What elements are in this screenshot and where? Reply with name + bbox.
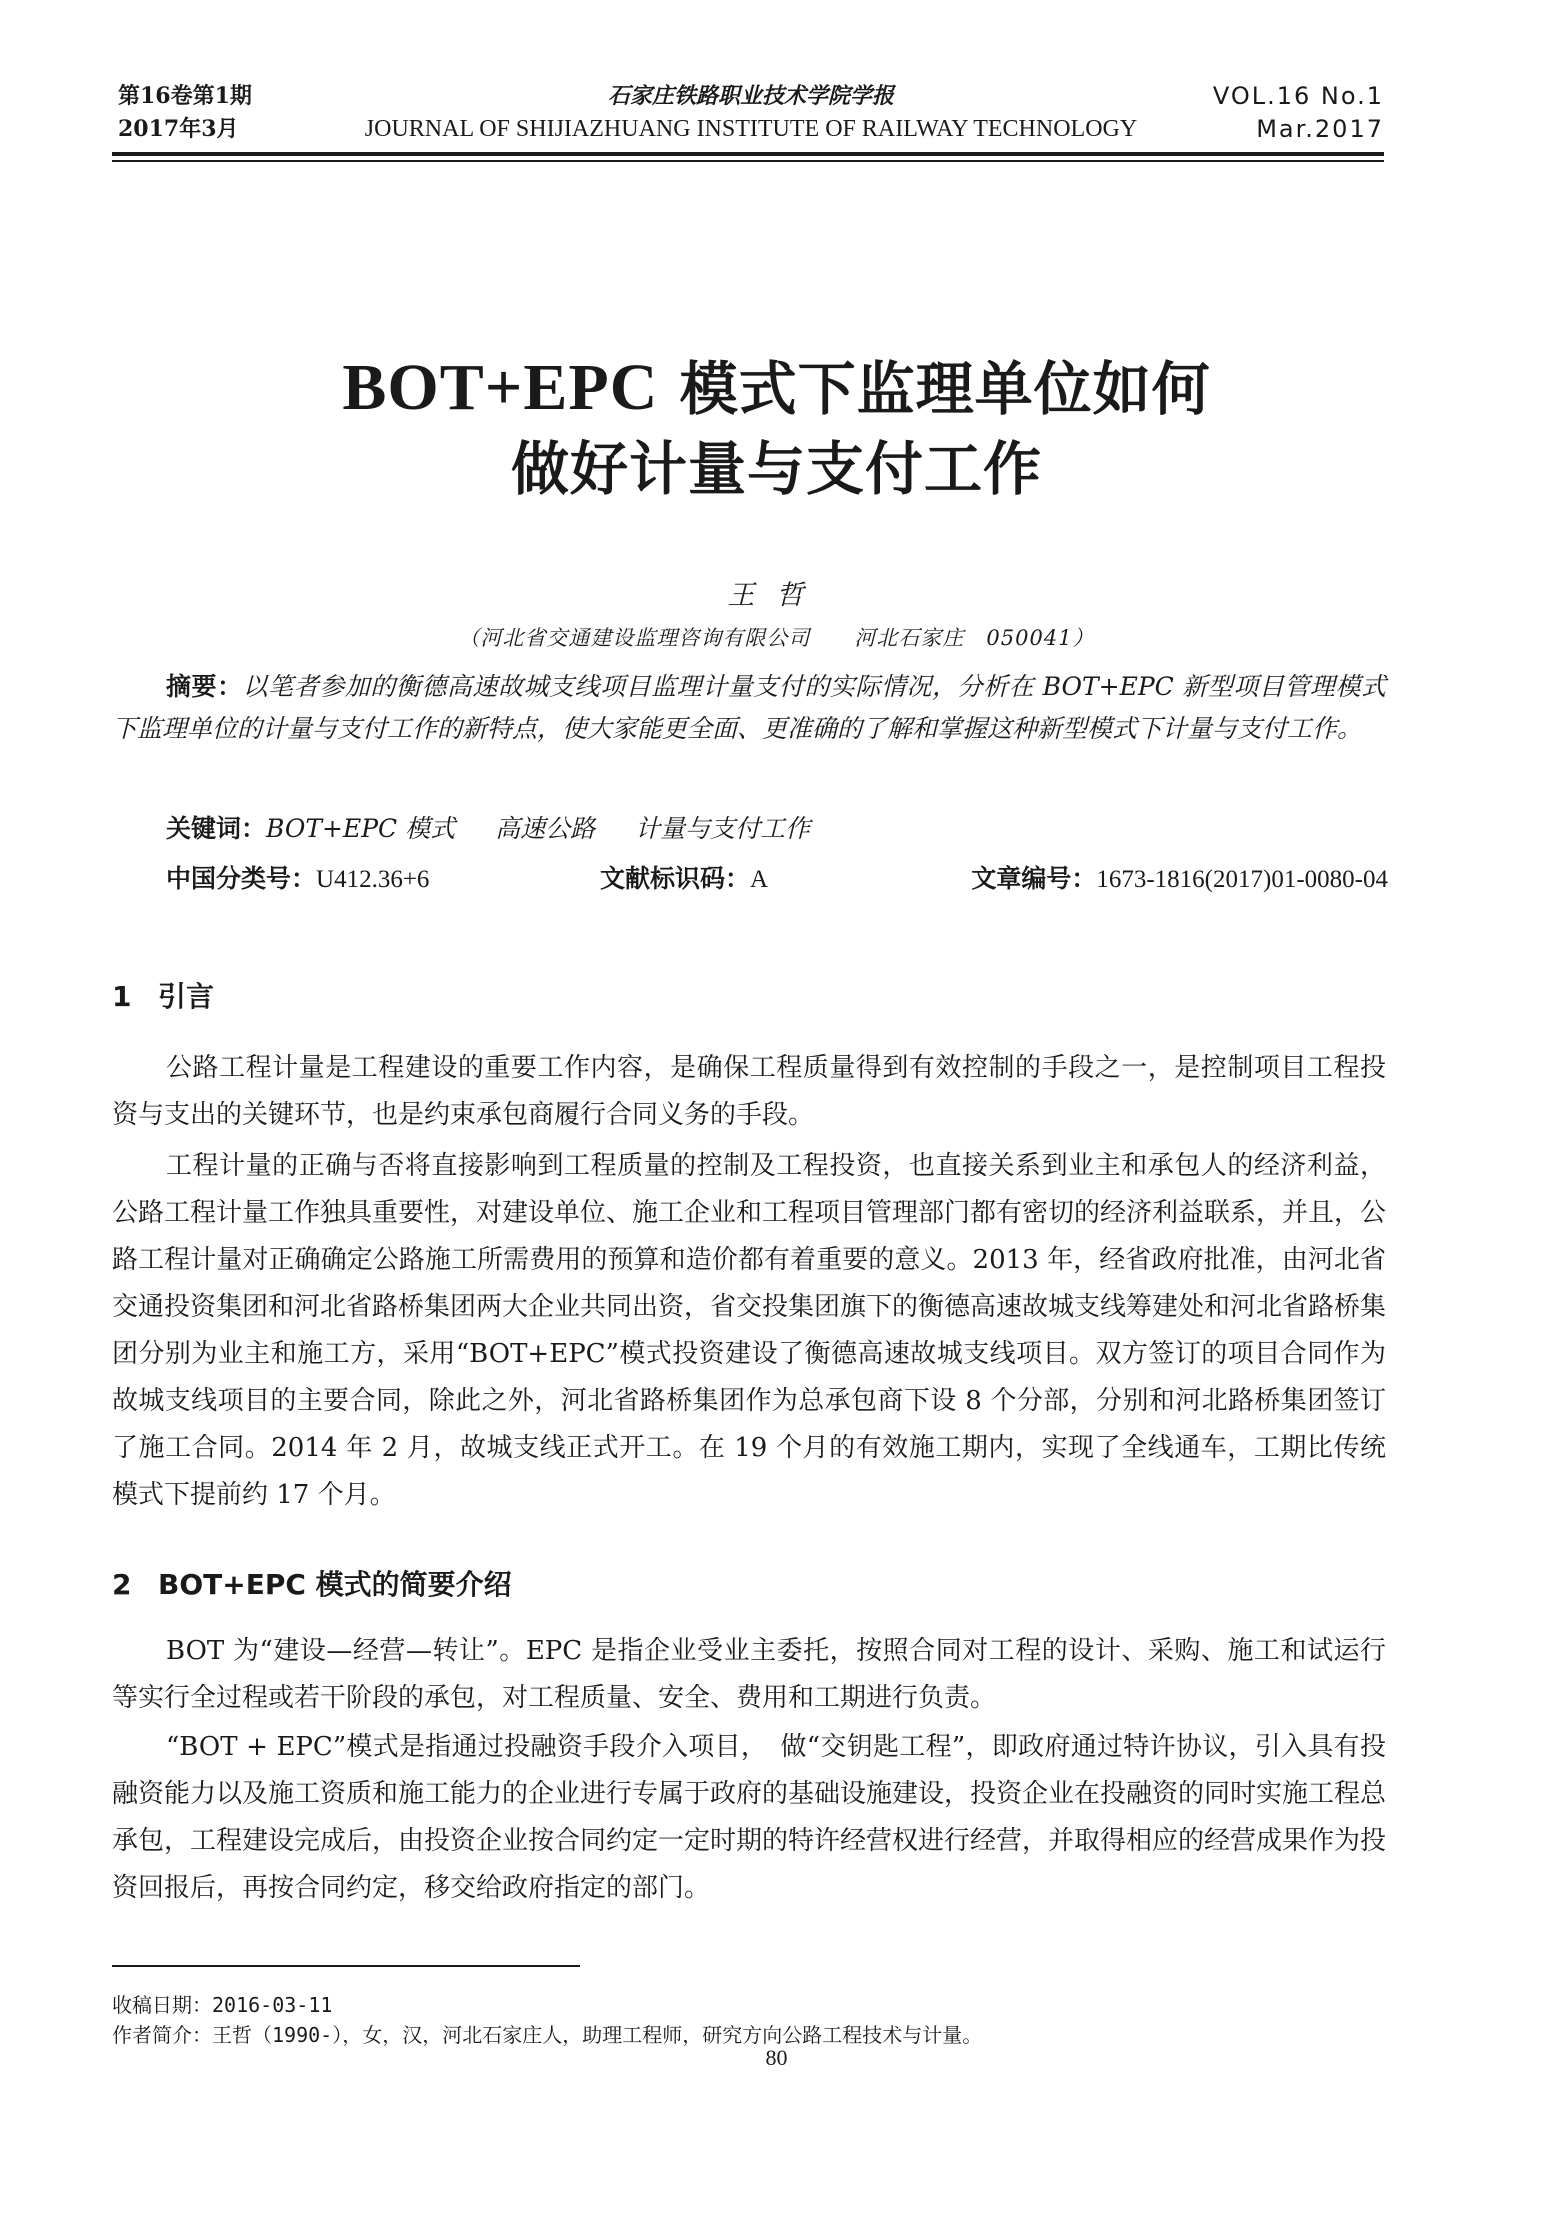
keyword-item: BOT+EPC 模式	[266, 814, 456, 843]
footnote-rule	[112, 1965, 580, 1967]
doc-code	[600, 858, 768, 901]
section-title: 引言	[158, 980, 215, 1013]
section-heading	[112, 1563, 512, 1603]
volume-en: VOL.16 No.1	[1212, 82, 1384, 110]
doc-value: A	[750, 866, 769, 893]
keywords-label: 关键词：	[166, 814, 267, 843]
footnote-received: 收稿日期：2016-03-11	[112, 1993, 333, 2017]
issue-info-cn	[118, 80, 252, 146]
journal-header	[118, 80, 1384, 150]
author-affiliation: （河北省交通建设监理咨询有限公司 河北石家庄 050041）	[458, 626, 1095, 650]
journal-name-cn: 石家庄铁路职业技术学院学报	[607, 83, 894, 109]
section-heading	[112, 975, 214, 1015]
date-cn: 2017年3月	[118, 116, 239, 142]
clc-label: 中国分类号：	[166, 864, 317, 893]
section-title: BOT+EPC 模式的简要介绍	[158, 1568, 512, 1601]
title-line-1	[0, 348, 1553, 429]
article-number	[971, 858, 1388, 901]
abstract-label: 摘要：	[166, 672, 243, 701]
article-number-label: 文章编号：	[971, 864, 1097, 893]
body-paragraph: BOT 为“建设—经营—转让”。EPC 是指企业受业主委托，按照合同对工程的设计、采购、施工和试运行等实行全过程或若干阶段的承包，对工程质量、安全、费用和工期进行负责。	[112, 1636, 1386, 1713]
journal-name	[338, 80, 1164, 146]
header-rule-thick	[112, 152, 1384, 156]
article-number-value: 1673-1816(2017)01-0080-04	[1096, 866, 1388, 893]
page-number: 80	[765, 2045, 788, 2070]
article-title	[0, 348, 1553, 509]
abstract-text: 以笔者参加的衡德高速故城支线项目监理计量支付的实际情况，分析在 BOT+EPC 新型项目管理模式下监理单位的计量与支付工作的新特点，使大家能更全面、更准确的了解和掌握这种新型模式下计量与支付工作。	[112, 672, 1386, 743]
author-name: 王哲	[727, 580, 826, 611]
keyword-item: 计量与支付工作	[635, 814, 811, 843]
body-paragraph: “BOT + EPC”模式是指通过投融资手段介入项目， 做“交钥匙工程”，即政府通过特许协议，引入具有投融资能力以及施工资质和施工能力的企业进行专属于政府的基础设施建设，投资企业在投融资的同时实施工程总承包，工程建设完成后，由投资企业按合同约定一定时期的特许经营权进行经营，并取得相应的经营成果作为投资回报后，再按合同约定，移交给政府指定的部门。	[112, 1732, 1387, 1903]
abstract	[112, 666, 1386, 750]
section-number: 2	[112, 1568, 132, 1601]
keyword-item: 高速公路	[495, 814, 596, 843]
issue-info-en	[1213, 80, 1384, 146]
title-line-1-rest: 模式下监理单位如何	[658, 355, 1211, 423]
doc-label: 文献标识码：	[600, 864, 751, 893]
body-paragraph: 工程计量的正确与否将直接影响到工程质量的控制及工程投资，也直接关系到业主和承包人的经济利益，公路工程计量工作独具重要性，对建设单位、施工企业和工程项目管理部门都有密切的经济利益联系，并且，公路工程计量对正确确定公路施工所需费用的预算和造价都有着重要的意义。2013 年，经省政府批准，由河北省交通投资集团和河北省路桥集团两大企业共同出资，省交投集团旗下的衡德高速故城支线筹建处和河北省路桥集团分别为业主和施工方，采用“BOT+EPC”模式投资建设了衡德高速故城支线项目。双方签订的项目合同作为故城支线项目的主要合同，除此之外，河北省路桥集团作为总承包商下设 8 个分部，分别和河北路桥集团签订了施工合同。2014 年 2 月，故城支线正式开工。在 19 个月的有效施工期内，实现了全线通车，工期比传统模式下提前约 17 个月。	[112, 1151, 1387, 1510]
body-paragraph: 公路工程计量是工程建设的重要工作内容，是确保工程质量得到有效控制的手段之一，是控制项目工程投资与支出的关键环节，也是约束承包商履行合同义务的手段。	[112, 1053, 1386, 1130]
title-line-2: 做好计量与支付工作	[510, 435, 1042, 503]
section-number: 1	[112, 980, 132, 1013]
journal-name-en: JOURNAL OF SHIJIAZHUANG INSTITUTE OF RAILWAY TECHNOLOGY	[364, 116, 1138, 142]
title-latin: BOT+EPC	[342, 351, 659, 424]
clc-code	[166, 858, 429, 901]
footnote-author-bio: 作者简介：王哲（1990-），女，汉，河北石家庄人，助理工程师，研究方向公路工程技术与计量。	[112, 2023, 983, 2047]
volume-cn: 第16卷第1期	[118, 83, 252, 109]
date-en: Mar.2017	[1256, 115, 1384, 143]
header-rule-thin	[112, 160, 1384, 162]
keywords	[166, 808, 810, 850]
clc-value: U412.36+6	[316, 866, 430, 893]
